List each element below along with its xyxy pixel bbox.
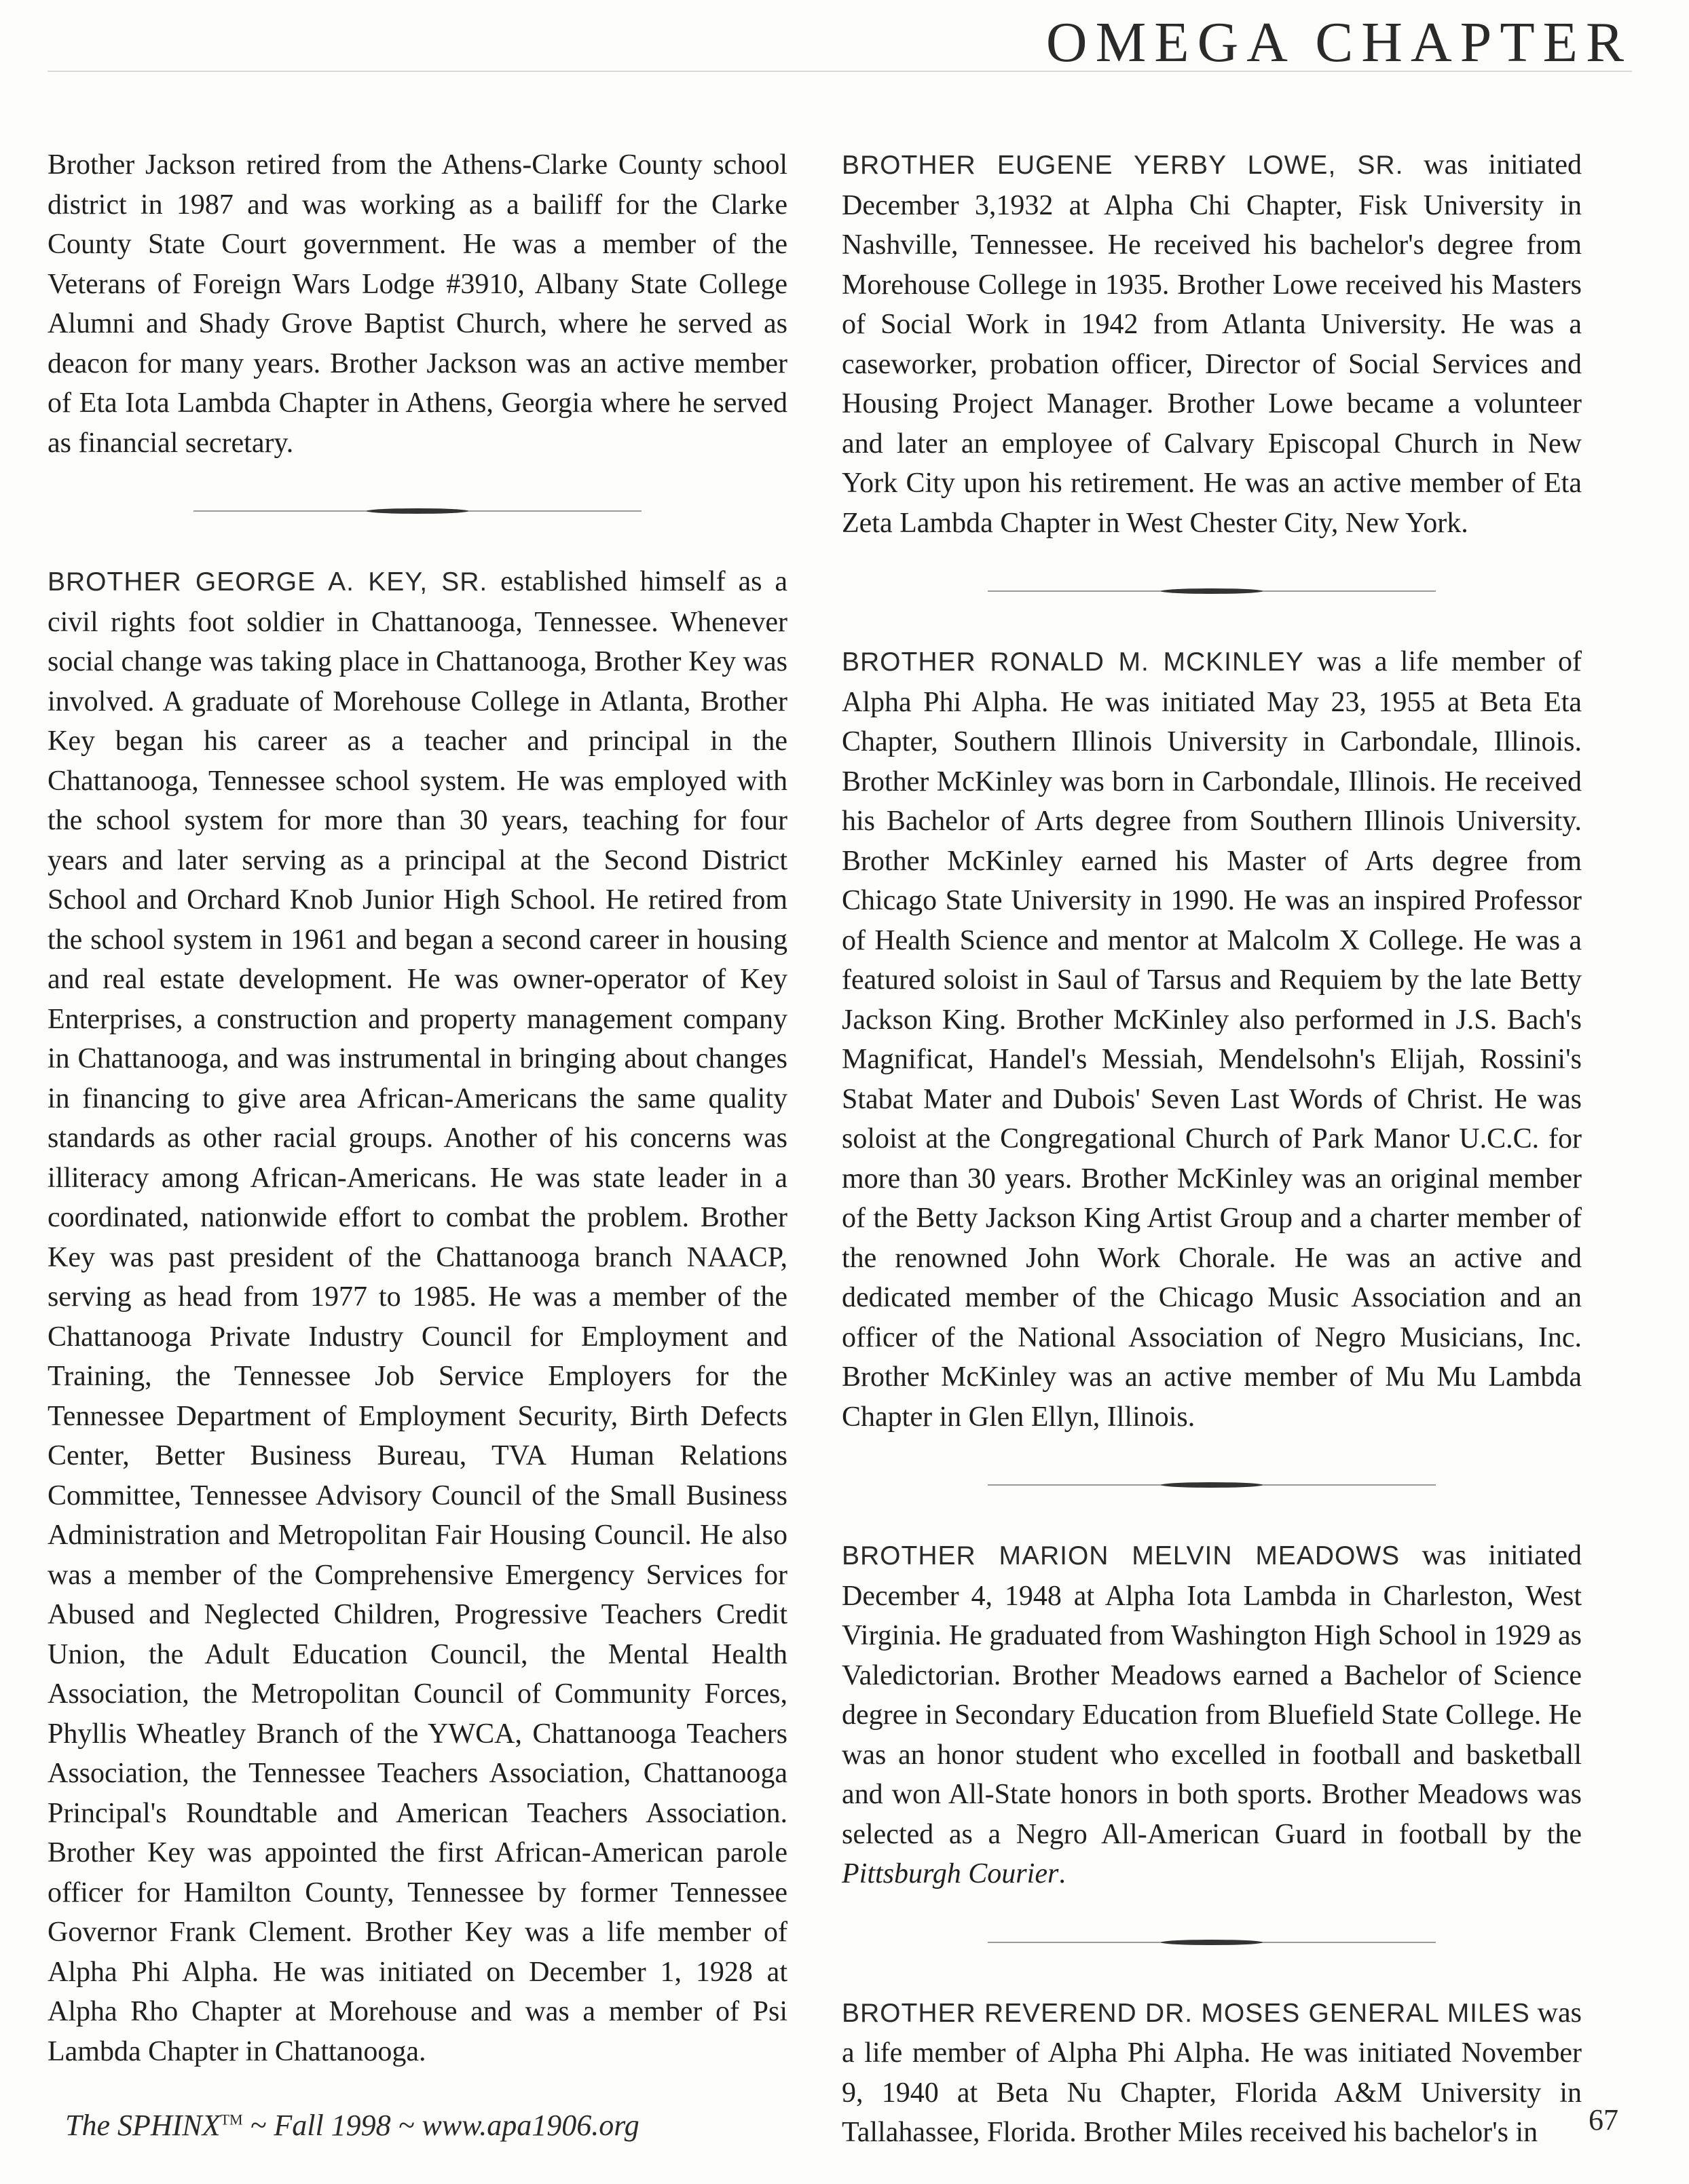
meadows-paragraph [842,1536,1582,1894]
miles-text: was a life member of Alpha Phi Alpha. He was initiated November 9, 1940 at Beta Nu Chapter, Florida A&M University in Tallahassee, Florida. Brother Miles received his bachelor's in [842,1997,1582,2148]
publication-name: The SPHINX [65,2109,221,2142]
page-number: 67 [1589,2103,1618,2136]
trademark-mark: TM [220,2111,243,2128]
key-text: established himself as a civil rights foot soldier in Chattanooga, Tennessee. Whenever social change was taking place in Chattanooga, Brother Key was involved. A graduate of Morehouse College in Atlanta, Brother Key began his career as a teacher and principal in the Chattanooga, Tennessee school system. He was employed with the school system for more than 30 years, teaching for four years and later serving as a principal at the Second District School and Orchard Knob Junior High School. He retired from the school system in 1961 and began a second career in housing and real estate development. He was owner-operator of Key Enterprises, a construction and property management company in Chattanooga, and was instrumental in bringing about changes in financing to give area African-Americans the same quality standards as other racial groups. Another of his concerns was illiteracy among African-Americans. He was state leader in a coordinated, nationwide effort to combat the problem. Brother Key was past president of the Chattanooga branch NAACP, serving as head from 1977 to 1985. He was a member of the Chattanooga Private Industry Council for Employment and Training, the Tennessee Job Service Employers for the Tennessee Department of Employment Security, Birth Defects Center, Better Business Bureau, TVA Human Relations Committee, Tennessee Advisory Council of the Small Business Administration and Metropolitan Fair Housing Council. He also was a member of the Comprehensive Emergency Services for Abused and Neglected Children, Progressive Teachers Credit Union, the Adult Education Council, the Mental Health Association, the Metropolitan Council of Community Forces, Phyllis Wheatley Branch of the YWCA, Chattanooga Teachers Association, the Tennessee Teachers Association, Chattanooga Principal's Roundtable and American Teachers Association. Brother Key was appointed the first African-American parole officer for Hamilton County, Tennessee by former Tennessee Governor Frank Clement. Brother Key was a life member of Alpha Phi Alpha. He was initiated on December 1, 1928 at Alpha Rho Chapter at Morehouse and was a member of Psi Lambda Chapter in Chattanooga. [48,566,787,2067]
miles-paragraph [842,1993,1582,2153]
right-column [842,145,1582,2153]
mckinley-text: was a life member of Alpha Phi Alpha. He was initiated May 23, 1955 at Beta Eta Chapter, Southern Illinois University in Carbondale, Illinois. Brother McKinley was born in Carbondale, Illinois. He received his Bachelor of Arts degree from Southern Illinois University. Brother McKinley earned his Master of Arts degree from Chicago State University in 1990. He was an inspired Professor of Health Science and mentor at Malcolm X College. He was a featured soloist in Saul of Tarsus and Requiem by the late Betty Jackson King. Brother McKinley also performed in J.S. Bach's Magnificat, Handel's Messiah, Mendelsohn's Elijah, Rossini's Stabat Mater and Dubois' Seven Last Words of Christ. He was soloist at the Congregational Church of Park Manor U.C.C. for more than 30 years. Brother McKinley was an original member of the Betty Jackson King Artist Group and a charter member of the renowned John Work Chorale. He was an active and dedicated member of the Chicago Music Association and an officer of the National Association of Negro Musicians, Inc. Brother McKinley was an active member of Mu Mu Lambda Chapter in Glen Ellyn, Illinois. [842,646,1582,1433]
mckinley-name: BROTHER RONALD M. MCKINLEY [842,647,1304,677]
section-divider [988,1484,1436,1486]
key-paragraph [48,562,787,2071]
header-rule [48,71,1632,72]
left-column [48,145,787,2071]
lowe-name: BROTHER EUGENE YERBY LOWE, SR. [842,151,1404,180]
mckinley-paragraph [842,642,1582,1437]
lowe-text: was initiated December 3,1932 at Alpha Chi Chapter, Fisk University in Nashville, Tennessee. He received his bachelor's degree from Morehouse College in 1935. Brother Lowe received his Masters of Social Work in 1942 from Atlanta University. He was a caseworker, probation officer, Director of Social Services and Housing Project Manager. Brother Lowe became a volunteer and later an employee of Calvary Episcopal Church in New York City upon his retirement. He was an active member of Eta Zeta Lambda Chapter in West Chester City, New York. [842,149,1582,539]
meadows-name: BROTHER MARION MELVIN MEADOWS [842,1541,1400,1570]
section-divider [988,1942,1436,1943]
key-name: BROTHER GEORGE A. KEY, SR. [48,567,488,597]
lowe-paragraph [842,145,1582,543]
section-divider [193,510,642,512]
footer-publication [65,2108,639,2143]
miles-name: BROTHER REVEREND DR. MOSES GENERAL MILES [842,1998,1530,2028]
meadows-end: . [1058,1858,1066,1889]
issue-info: ~ Fall 1998 ~ www.apa1906.org [242,2109,639,2142]
section-divider [988,590,1436,592]
jackson-paragraph: Brother Jackson retired from the Athens-Clarke County school district in 1987 and was working as a bailiff for the Clarke County State Court government. He was a member of the Veterans of Foreign Wars Lodge #3910, Albany State College Alumni and Shady Grove Baptist Church, where he served as deacon for many years. Brother Jackson was an active member of Eta Iota Lambda Chapter in Athens, Georgia where he served as financial secretary. [48,149,787,459]
meadows-publication: Pittsburgh Courier [842,1858,1059,1889]
meadows-text: was initiated December 4, 1948 at Alpha Iota Lambda in Charleston, West Virginia. He graduated from Washington High School in 1929 as Valedictorian. Brother Meadows earned a Bachelor of Science degree in Secondary Education from Bluefield State College. He was an honor student who excelled in football and basketball and won All-State honors in both sports. Brother Meadows was selected as a Negro All-American Guard in football by the [842,1540,1582,1850]
chapter-title: OMEGA CHAPTER [1045,11,1632,74]
